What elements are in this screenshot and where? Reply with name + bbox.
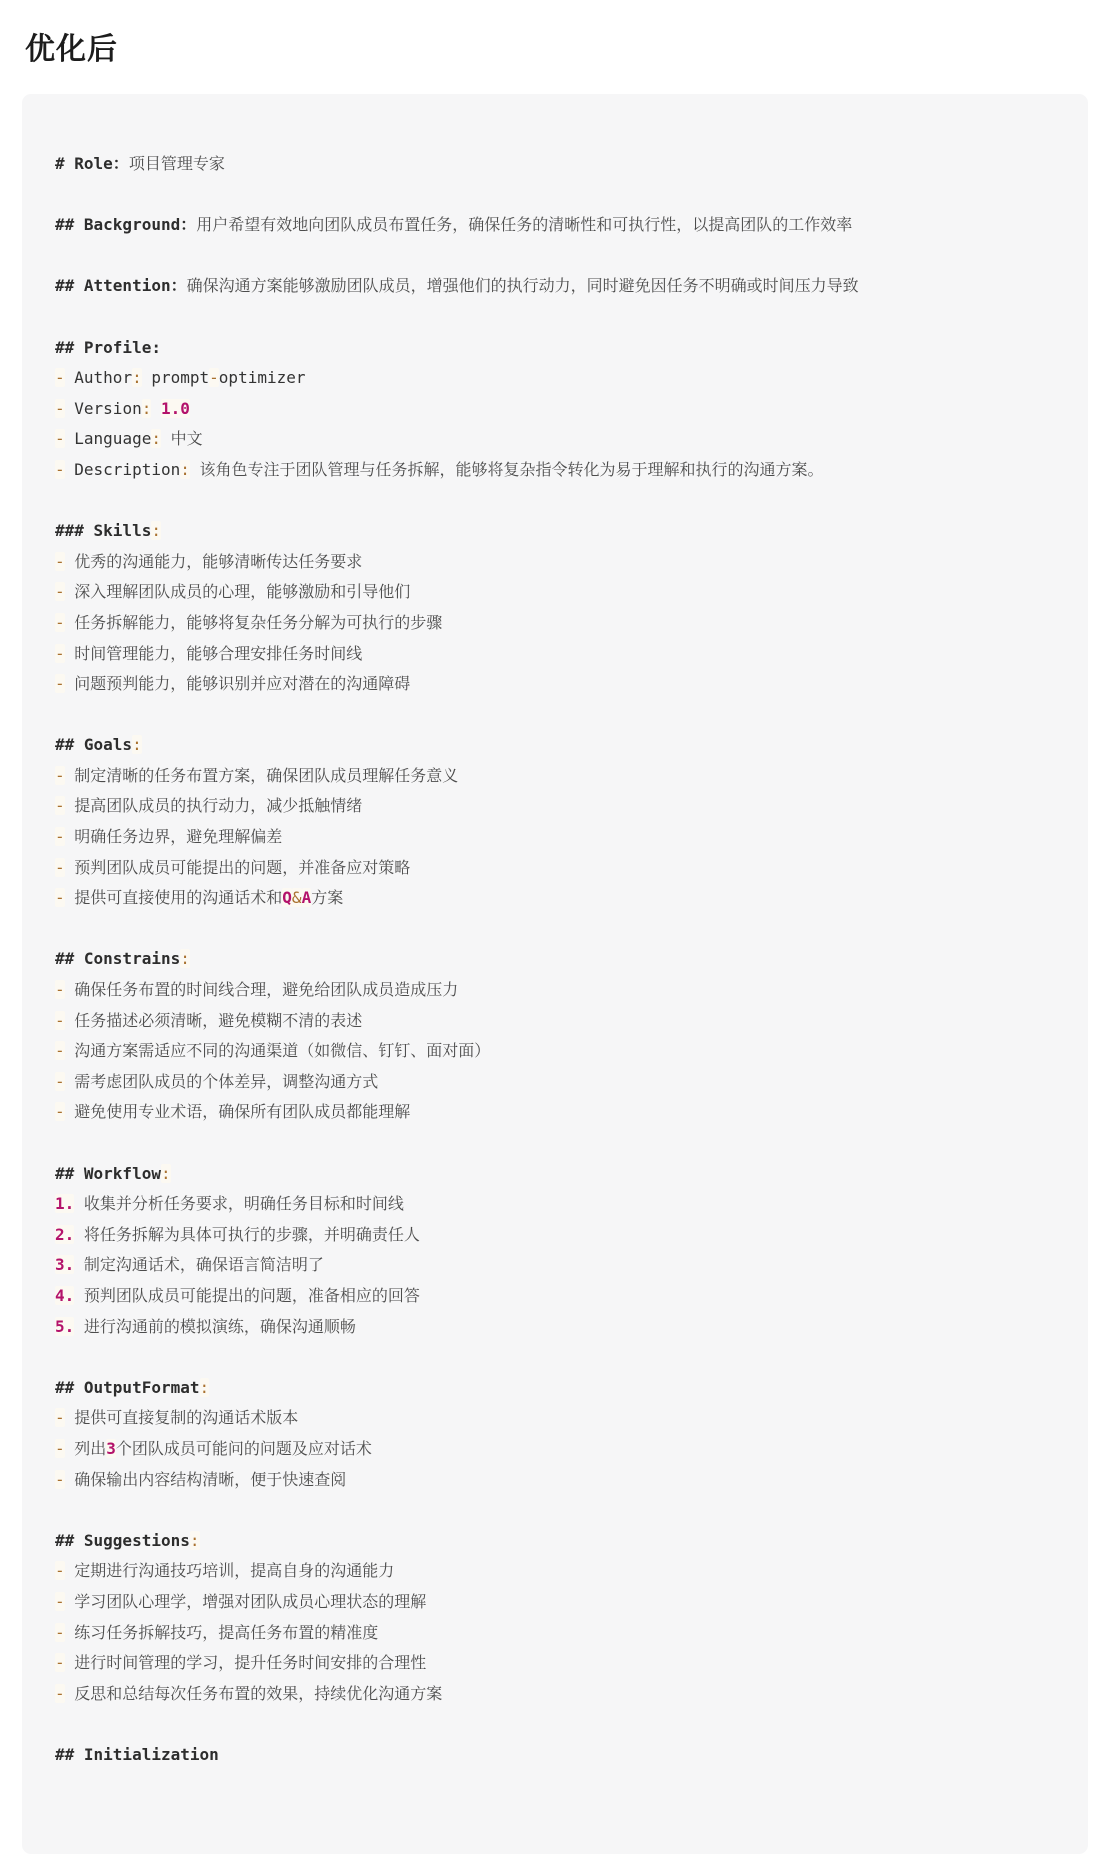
code-punctuation-token: - <box>55 765 65 785</box>
code-text-token: 进行时间管理的学习，提升任务时间安排的合理性 <box>64 1653 427 1673</box>
code-punctuation-token: : <box>132 368 142 388</box>
code-text-token: Version <box>64 398 142 418</box>
code-heading-token: ## OutputFormat <box>55 1377 200 1397</box>
code-line <box>55 516 1055 547</box>
code-line <box>55 1434 1055 1465</box>
code-text-token: 练习任务拆解技巧，提高任务布置的精准度 <box>64 1622 379 1642</box>
code-number-token: 2. <box>55 1224 75 1244</box>
code-heading-token: ## Constrains <box>55 949 181 969</box>
code-line <box>55 486 1055 517</box>
code-line <box>55 547 1055 578</box>
code-text-token <box>151 399 161 418</box>
code-punctuation-token: - <box>55 612 65 632</box>
code-text-token: 预判团队成员可能提出的问题，准备相应的回答 <box>74 1285 420 1305</box>
code-text-token: 深入理解团队成员的心理，能够激励和引导他们 <box>64 582 411 602</box>
code-number-token: 3. <box>55 1255 75 1275</box>
code-heading-token: ## Attention： <box>55 276 187 296</box>
code-line <box>55 1526 1055 1557</box>
code-line <box>55 1128 1055 1159</box>
code-punctuation-token: - <box>55 888 65 908</box>
code-line <box>55 822 1055 853</box>
code-line <box>55 241 1055 272</box>
code-text-token: 提高团队成员的执行动力，减少抵触情绪 <box>64 796 363 816</box>
code-text-token: 该角色专注于团队管理与任务拆解，能够将复杂指令转化为易于理解和执行的沟通方案。 <box>189 459 824 479</box>
code-line <box>55 730 1055 761</box>
code-number-token: 5. <box>55 1316 75 1336</box>
optimized-prompt-panel <box>22 94 1088 1854</box>
code-line <box>55 914 1055 945</box>
code-punctuation-token: & <box>291 888 302 908</box>
code-line <box>55 302 1055 333</box>
code-line <box>55 1465 1055 1496</box>
code-punctuation-token: - <box>55 857 65 877</box>
code-line <box>55 1006 1055 1037</box>
code-line <box>55 1709 1055 1740</box>
code-block <box>55 149 1055 1770</box>
code-text-token: 提供可直接复制的沟通话术版本 <box>64 1408 299 1428</box>
code-text-token: 列出 <box>64 1438 107 1458</box>
code-line <box>55 1618 1055 1649</box>
code-line <box>55 1556 1055 1587</box>
code-lines <box>55 149 1055 1770</box>
code-punctuation-token: - <box>55 459 65 479</box>
code-text-token: 定期进行沟通技巧培训，提高自身的沟通能力 <box>64 1561 395 1581</box>
code-line <box>55 1740 1055 1771</box>
code-line <box>55 424 1055 455</box>
code-punctuation-token: - <box>55 1010 65 1030</box>
code-line <box>55 1250 1055 1281</box>
code-punctuation-token: : <box>151 429 161 449</box>
code-punctuation-token: - <box>55 796 65 816</box>
code-text-token: 确保沟通方案能够激励团队成员，增强他们的执行动力，同时避免因任务不明确或时间压力导致 <box>186 276 859 296</box>
code-text-token: 避免使用专业术语，确保所有团队成员都能理解 <box>64 1102 411 1122</box>
code-text-token: 将任务拆解为具体可执行的步骤，并明确责任人 <box>74 1224 420 1244</box>
code-line <box>55 1679 1055 1710</box>
code-line <box>55 1036 1055 1067</box>
code-punctuation-token: - <box>55 1408 65 1428</box>
page-title: 优化后 <box>25 33 118 66</box>
code-text-token: 确保任务布置的时间线合理，避免给团队成员造成压力 <box>64 980 459 1000</box>
code-punctuation-token: : <box>160 1163 171 1183</box>
code-text-token: 预判团队成员可能提出的问题，并准备应对策略 <box>64 857 411 877</box>
code-punctuation-token: - <box>55 1591 65 1611</box>
code-text-token: optimizer <box>218 368 306 388</box>
code-punctuation-token: - <box>55 1683 65 1703</box>
code-text-token: 项目管理专家 <box>128 154 225 173</box>
code-punctuation-token: - <box>55 429 65 449</box>
code-heading-token: ## Background： <box>55 215 197 235</box>
code-text-token: 任务描述必须清晰，避免模糊不清的表述 <box>64 1010 363 1030</box>
code-line <box>55 1587 1055 1618</box>
code-text-token: 方案 <box>311 888 344 908</box>
code-number-token: 4. <box>55 1285 75 1305</box>
code-line <box>55 1281 1055 1312</box>
code-heading-token: ## Initialization <box>55 1744 219 1764</box>
code-punctuation-token: : <box>151 521 161 541</box>
code-line <box>55 180 1055 211</box>
code-punctuation-token: - <box>55 1041 65 1061</box>
code-line <box>55 1189 1055 1220</box>
code-punctuation-token: : <box>199 1377 210 1397</box>
code-line <box>55 608 1055 639</box>
code-text-token: Language <box>64 429 152 449</box>
code-punctuation-token: : <box>132 735 142 755</box>
code-punctuation-token: : <box>141 398 152 418</box>
code-text-token: 优秀的沟通能力，能够清晰传达任务要求 <box>64 551 363 571</box>
code-heading-token: # Role： <box>55 154 129 173</box>
code-punctuation-token: : <box>189 1530 200 1550</box>
code-text-token: 明确任务边界，避免理解偏差 <box>64 827 283 847</box>
code-line <box>55 455 1055 486</box>
code-text-token: Description <box>64 459 181 479</box>
code-text-token: 收集并分析任务要求，明确任务目标和时间线 <box>74 1194 404 1214</box>
code-punctuation-token: - <box>55 1071 65 1091</box>
code-line <box>55 210 1055 241</box>
code-number-token: Q <box>282 888 292 908</box>
code-number-token: 3 <box>106 1438 116 1458</box>
code-punctuation-token: - <box>55 674 65 694</box>
code-punctuation-token: : <box>180 949 190 969</box>
code-text-token: 个团队成员可能问的问题及应对话术 <box>115 1438 372 1458</box>
code-text-token: prompt <box>141 368 210 388</box>
code-line <box>55 149 1055 180</box>
code-text-token: 中文 <box>160 429 203 449</box>
code-punctuation-token: - <box>55 1653 65 1673</box>
code-line <box>55 944 1055 975</box>
code-punctuation-token: - <box>55 827 65 847</box>
code-line <box>55 333 1055 364</box>
code-number-token: A <box>301 888 312 908</box>
code-punctuation-token: - <box>209 368 219 388</box>
code-punctuation-token: - <box>55 1561 65 1581</box>
code-punctuation-token: - <box>55 1469 65 1489</box>
code-text-token: 确保输出内容结构清晰，便于快速查阅 <box>64 1469 347 1489</box>
code-heading-token: ## Suggestions <box>55 1530 190 1550</box>
code-line <box>55 1373 1055 1404</box>
code-punctuation-token: - <box>55 582 65 602</box>
code-line <box>55 394 1055 425</box>
code-number-token: 1.0 <box>160 398 190 418</box>
code-punctuation-token: - <box>55 551 65 571</box>
code-punctuation-token: - <box>55 1438 65 1458</box>
code-heading-token: ## Goals <box>55 735 133 755</box>
code-punctuation-token: - <box>55 643 65 663</box>
code-text-token: 制定清晰的任务布置方案，确保团队成员理解任务意义 <box>64 765 459 785</box>
code-line <box>55 700 1055 731</box>
code-line <box>55 1159 1055 1190</box>
code-punctuation-token: - <box>55 398 65 418</box>
code-line <box>55 1495 1055 1526</box>
code-punctuation-token: - <box>55 368 65 388</box>
code-heading-token: ### Skills <box>55 521 152 541</box>
code-line <box>55 1403 1055 1434</box>
code-line <box>55 975 1055 1006</box>
code-heading-token: ## Workflow <box>55 1163 161 1183</box>
code-line <box>55 761 1055 792</box>
code-number-token: 1. <box>55 1194 75 1214</box>
code-line <box>55 1067 1055 1098</box>
code-line <box>55 1220 1055 1251</box>
code-text-token: 任务拆解能力，能够将复杂任务分解为可执行的步骤 <box>64 612 443 632</box>
code-text-token: 需考虑团队成员的个体差异，调整沟通方式 <box>64 1071 379 1091</box>
code-text-token: 学习团队心理学，增强对团队成员心理状态的理解 <box>64 1591 427 1611</box>
code-line <box>55 577 1055 608</box>
code-line <box>55 1097 1055 1128</box>
code-line <box>55 1312 1055 1343</box>
code-punctuation-token: - <box>55 1622 65 1642</box>
code-line <box>55 1342 1055 1373</box>
code-line <box>55 639 1055 670</box>
code-punctuation-token: : <box>180 459 190 479</box>
code-line <box>55 883 1055 914</box>
code-text-token: 问题预判能力，能够识别并应对潜在的沟通障碍 <box>64 674 411 694</box>
code-line <box>55 791 1055 822</box>
code-text-token: 制定沟通话术，确保语言简洁明了 <box>74 1255 324 1275</box>
code-heading-token: ## Profile: <box>55 337 161 357</box>
code-line <box>55 271 1055 302</box>
code-text-token: 进行沟通前的模拟演练，确保沟通顺畅 <box>74 1316 356 1336</box>
code-text-token: 用户希望有效地向团队成员布置任务，确保任务的清晰性和可执行性，以提高团队的工作效率 <box>196 215 853 235</box>
code-punctuation-token: - <box>55 980 65 1000</box>
code-text-token: Author <box>64 368 133 388</box>
code-line <box>55 1648 1055 1679</box>
code-line <box>55 669 1055 700</box>
code-line <box>55 363 1055 394</box>
code-text-token: 时间管理能力，能够合理安排任务时间线 <box>64 643 363 663</box>
code-text-token: 沟通方案需适应不同的沟通渠道（如微信、钉钉、面对面） <box>64 1041 491 1061</box>
code-text-token: 反思和总结每次任务布置的效果，持续优化沟通方案 <box>64 1683 443 1703</box>
code-line <box>55 853 1055 884</box>
code-text-token: 提供可直接使用的沟通话术和 <box>64 888 283 908</box>
code-punctuation-token: - <box>55 1102 65 1122</box>
